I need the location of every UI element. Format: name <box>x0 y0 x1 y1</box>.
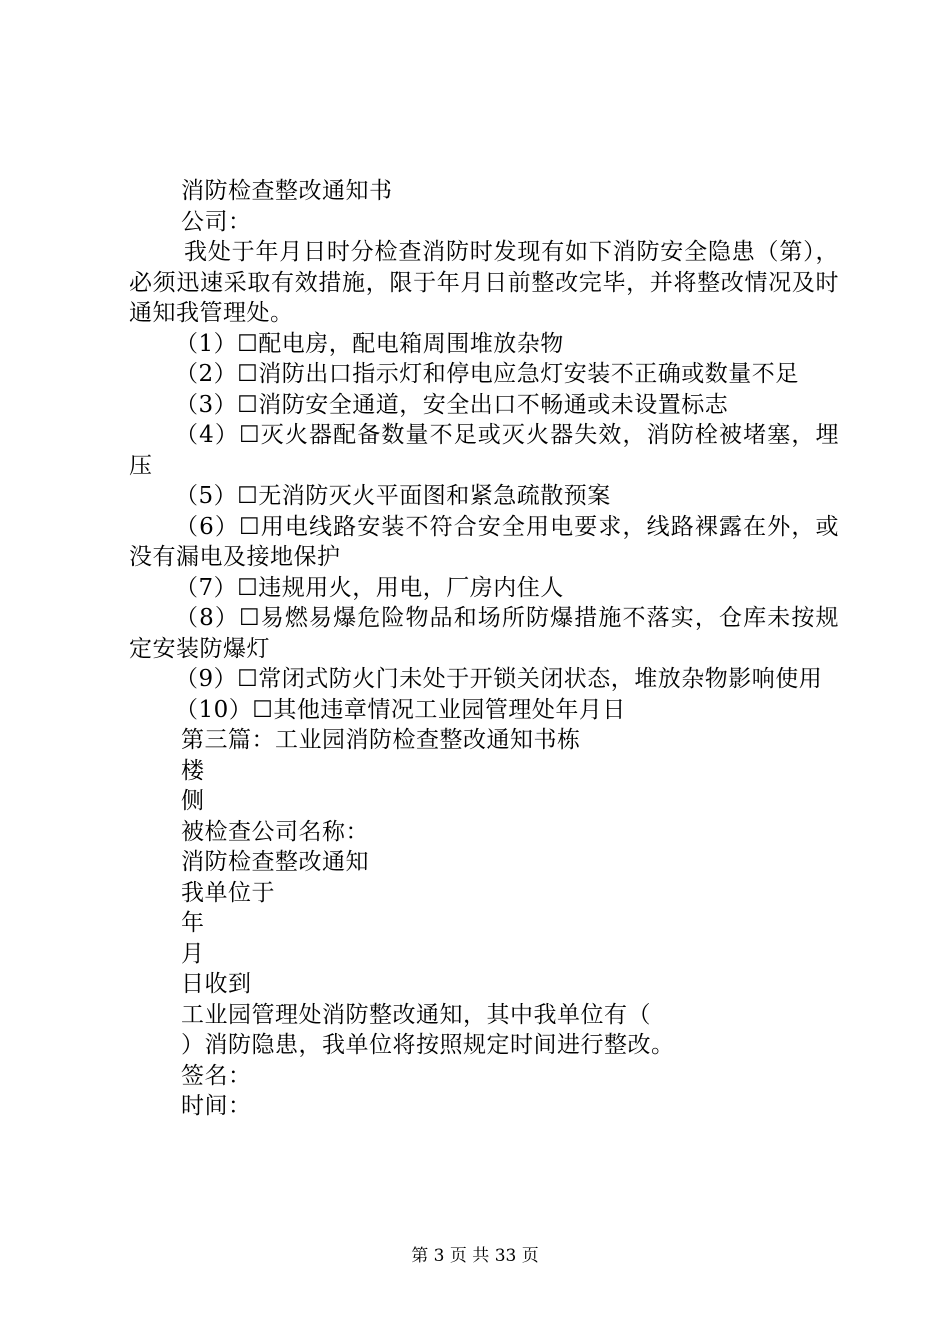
time-label: 时间： <box>181 1093 252 1119</box>
inspected-company-name-label: 被检查公司名称： <box>181 818 369 845</box>
checklist-item: （8）☐易燃易爆危险物品和场所防爆措施不落实，仓库未按规定安装防爆灯 <box>129 605 839 662</box>
text-line: 侧 <box>181 788 205 814</box>
checklist-item: （9）☐常闭式防火门未处于开锁关闭状态，堆放杂物影响使用 <box>175 666 823 692</box>
checklist-item: （6）☐用电线路安装不符合安全用电要求，线路裸露在外，或没有漏电及接地保护 <box>129 513 839 570</box>
checklist-item: （7）☐违规用火，用电，厂房内住人 <box>175 574 564 601</box>
notice-title: 消防检查整改通知书 <box>181 178 393 204</box>
text-line: 年 <box>181 910 205 936</box>
text-line: 日收到 <box>181 971 252 997</box>
signature-label: 签名： <box>181 1062 252 1089</box>
document-body <box>129 176 839 1122</box>
checklist-item: （3）☐消防安全通道，安全出口不畅通或未设置标志 <box>175 391 729 418</box>
text-line: 消防检查整改通知 <box>181 849 369 875</box>
text-line: 楼 <box>181 757 205 784</box>
text-line: 工业园管理处消防整改通知，其中我单位有（ <box>181 1001 651 1028</box>
checklist-item: （10）☐其他违章情况工业园管理处年月日 <box>175 696 626 723</box>
checklist-item: （4）☐灭火器配备数量不足或灭火器失效，消防栓被堵塞，埋压 <box>129 422 839 479</box>
section-title: 第三篇：工业园消防检查整改通知书栋 <box>181 727 581 753</box>
company-line: 公司： <box>181 208 252 235</box>
text-line: 月 <box>181 940 205 967</box>
text-line: ）消防隐患，我单位将按照规定时间进行整改。 <box>181 1032 675 1058</box>
intro-paragraph: 我处于年月日时分检查消防时发现有如下消防安全隐患（第），必须迅速采取有效措施，限于年月日前整改完毕，并将整改情况及时通知我管理处。 <box>129 239 839 326</box>
page-number-footer: 第 3 页 共 33 页 <box>411 1246 539 1266</box>
checklist-item: （1）☐配电房，配电箱周围堆放杂物 <box>175 330 564 357</box>
text-line: 我单位于 <box>181 879 275 906</box>
checklist-item: （2）☐消防出口指示灯和停电应急灯安装不正确或数量不足 <box>175 361 799 387</box>
checklist-item: （5）☐无消防灭火平面图和紧急疏散预案 <box>175 483 611 509</box>
